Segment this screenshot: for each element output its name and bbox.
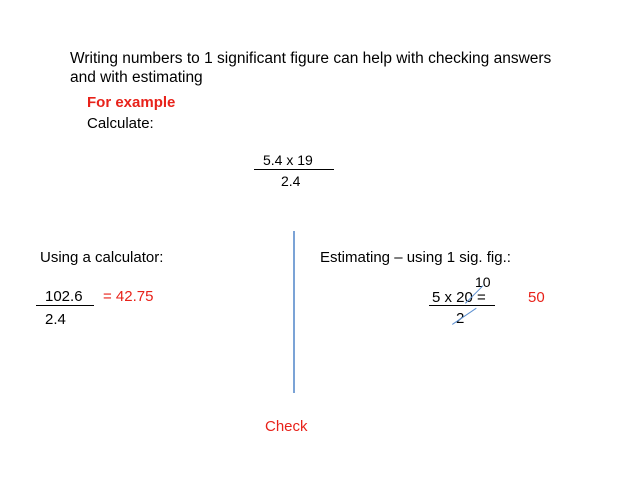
example-numerator: 5.4 x 19 (263, 152, 313, 168)
example-fraction-bar (254, 169, 334, 170)
calculator-label: Using a calculator: (40, 249, 164, 266)
calculator-denominator: 2.4 (45, 311, 66, 328)
example-heading: For example (87, 94, 176, 111)
rounded-value: 10 (475, 274, 491, 290)
estimate-fraction-bar (429, 305, 495, 306)
intro-line-2: and with estimating (70, 69, 203, 86)
intro-text (70, 49, 590, 87)
calculator-numerator: 102.6 (45, 288, 83, 305)
estimate-label: Estimating – using 1 sig. fig.: (320, 249, 511, 266)
vertical-divider (293, 231, 295, 393)
estimate-result: 50 (528, 289, 545, 306)
calculator-result: = 42.75 (103, 288, 154, 305)
estimate-numerator: 5 x 20 = (432, 289, 486, 306)
check-label: Check (265, 418, 308, 435)
intro-line-1: Writing numbers to 1 significant figure can help with checking answers (70, 50, 552, 67)
example-denominator: 2.4 (281, 173, 301, 189)
estimate-denominator: 2 (456, 310, 465, 327)
calculate-label: Calculate: (87, 115, 154, 132)
calculator-fraction-bar (36, 305, 94, 306)
